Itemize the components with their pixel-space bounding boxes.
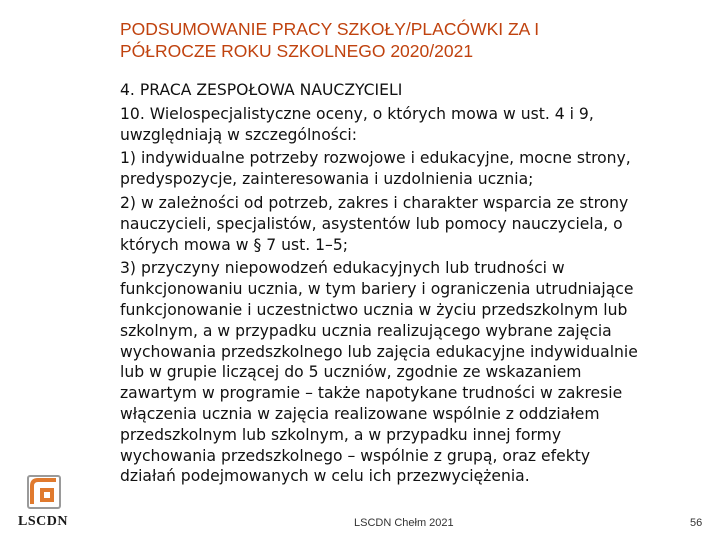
text-line: przedszkolnym lub szkolnym, a w przypadku innej formy [120, 425, 562, 444]
text-line: 2) w zależności od potrzeb, zakres i charakter wsparcia ze strony [120, 193, 629, 212]
text-line: wychowania przedszkolnego lub zajęcia edukacyjne indywidualnie [120, 342, 638, 361]
page-number: 56 [690, 517, 703, 529]
text-line: których mowa w § 7 ust. 1–5; [120, 235, 349, 254]
lscdn-logo [12, 474, 74, 534]
text-line: 1) indywidualne potrzeby rozwojowe i edukacyjne, mocne strony, [120, 149, 631, 168]
text-line: zawartym w programie – także napotykane trudności w zakresie [120, 384, 623, 403]
text-line: szkolnym, a w przypadku ucznia realizującego wybrane zajęcia [120, 321, 612, 340]
paragraph-point-2 [120, 193, 710, 255]
text-line: lub w grupie liczącej do 5 uczniów, zgodnie ze wskazaniem [120, 363, 582, 382]
text-line: działań podejmowanych w celu ich przezwyciężenia. [120, 467, 530, 486]
text-line: uwzględniają w szczególności: [120, 125, 358, 144]
slide-content [120, 80, 710, 490]
text-line: predyspozycje, zainteresowania i uzdolnienia ucznia; [120, 170, 534, 189]
footer-text: LSCDN Chełm 2021 [354, 517, 454, 529]
slide-title-line-1: PODSUMOWANIE PRACY SZKOŁY/PLACÓWKI ZA I [120, 19, 540, 39]
slide-title [120, 18, 680, 62]
text-line: funkcjonowaniu ucznia, w tym bariery i ograniczenia utrudniające [120, 280, 634, 299]
paragraph-10 [120, 104, 710, 146]
lscdn-logo-text: LSCDN [18, 514, 68, 529]
text-line: włączenia ucznia w zajęcia realizowane wspólnie z oddziałem [120, 404, 600, 423]
paragraph-point-1 [120, 148, 710, 190]
text-line: 3) przyczyny niepowodzeń edukacyjnych lub trudności w [120, 259, 565, 278]
text-line: 10. Wielospecjalistyczne oceny, o których mowa w ust. 4 i 9, [120, 104, 594, 123]
lscdn-logo-icon [26, 474, 62, 510]
slide-title-line-2: PÓŁROCZE ROKU SZKOLNEGO 2020/2021 [120, 41, 474, 61]
text-line: funkcjonowanie i uczestnictwo ucznia w życiu przedszkolnym lub [120, 300, 628, 319]
section-heading: 4. PRACA ZESPOŁOWA NAUCZYCIELI [120, 81, 403, 99]
paragraph-point-3 [120, 258, 710, 487]
text-line: wychowania przedszkolnego – wspólnie z grupą, oraz efekty [120, 446, 591, 465]
text-line: nauczycieli, specjalistów, asystentów lub pomocy nauczyciela, o [120, 214, 623, 233]
